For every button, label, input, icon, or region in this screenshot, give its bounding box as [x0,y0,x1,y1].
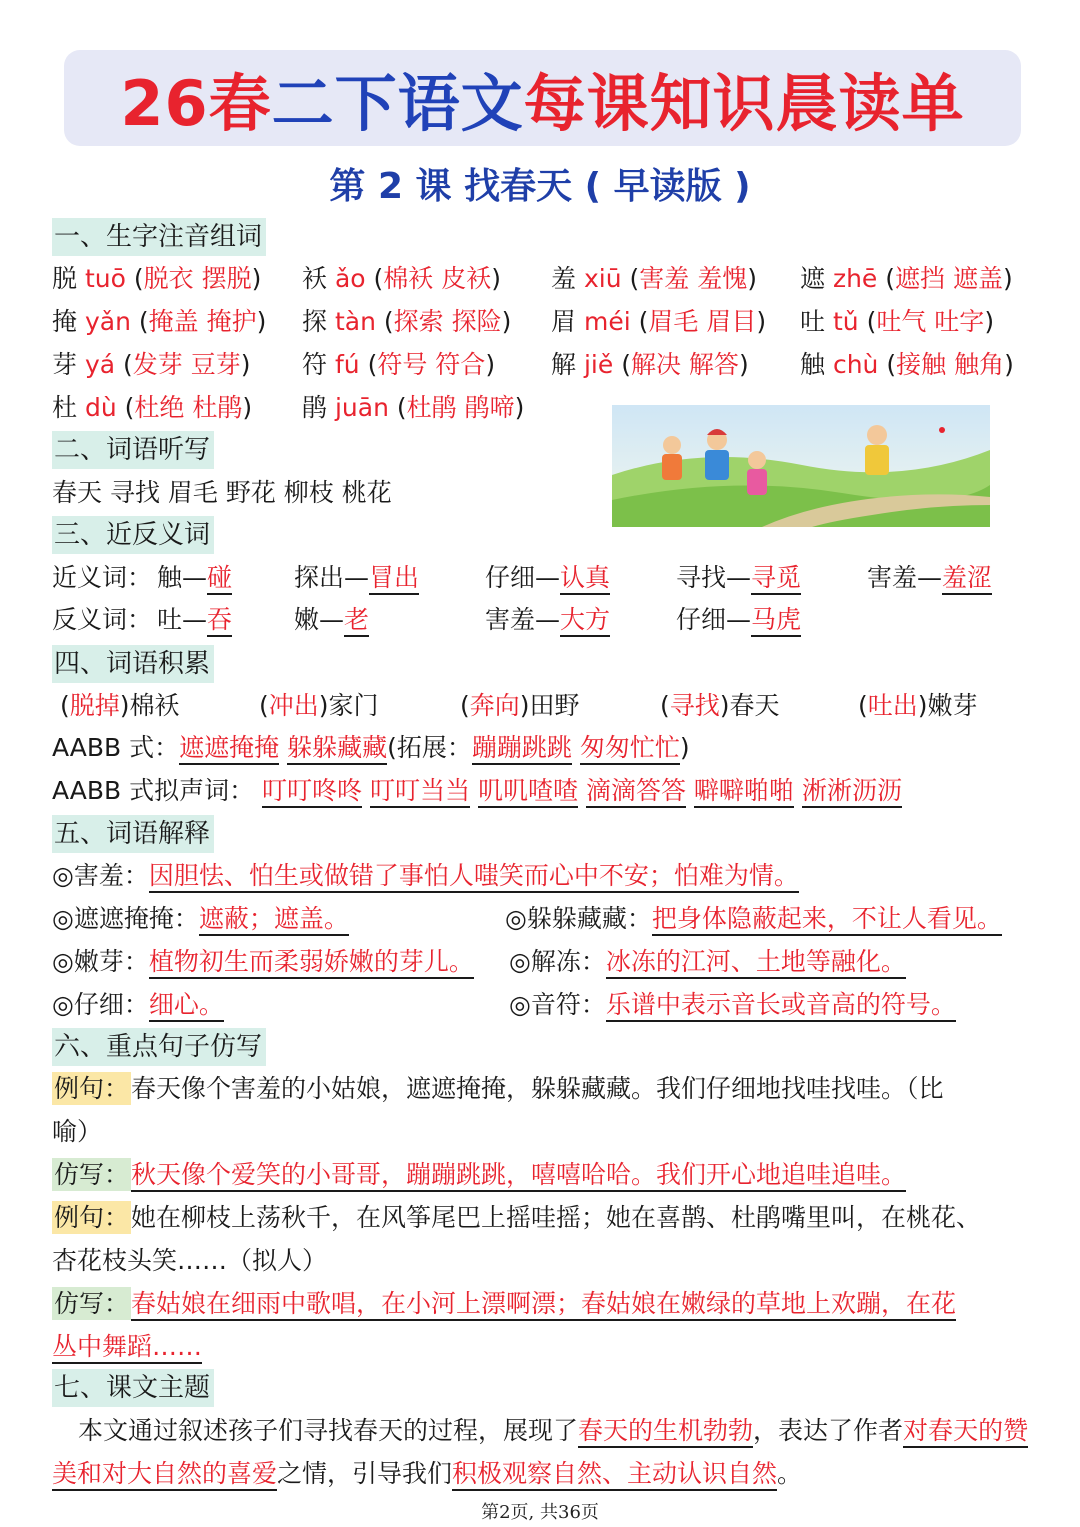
synonym-label: 近义词： [52,563,153,592]
word: 杜鹃 [192,393,243,422]
imitation-text: 丛中舞蹈…… [52,1332,202,1364]
pair-word: 仔细— [485,563,561,592]
title-banner [64,50,1021,146]
example-tag: 例句： [54,1203,130,1232]
antonym-pair [157,603,232,637]
word: 发芽 [132,350,183,379]
pair-word: 害羞— [485,605,561,634]
example-sentence-2 [52,1196,1032,1282]
pinyin: fú [334,350,360,379]
section-heading-1: 一、生字注音组词 [52,218,266,256]
pair-answer: 寻觅 [751,563,801,595]
imitation-tag: 仿写： [54,1160,130,1189]
word: 豆芽 [190,350,241,379]
title-year: 26春 [120,66,272,140]
word: 眉毛 [648,307,699,336]
section-heading-3: 三、近反义词 [52,516,214,554]
word: 接触 [896,350,947,379]
title-grade: 二下语文 [271,66,524,140]
imitation-text: 春姑娘在细雨中歌唱，在小河上漂啊漂；春姑娘在嫩绿的草地上欢蹦，在花 [131,1289,956,1321]
char-entry: 符 fú (符号 符合) [302,350,496,379]
definition [509,988,956,1022]
section-heading-7: 七、课文主题 [52,1369,214,1407]
word: 杜绝 [134,393,185,422]
theme-text: 。 [777,1459,803,1488]
example-tag: 例句： [54,1074,130,1103]
pair-word: 嫩— [294,605,345,634]
antonym-label: 反义词： [52,605,153,634]
char-glyph: 芽 [52,350,78,379]
word: 摆脱 [201,264,252,293]
pair-word: 触— [157,563,208,592]
word: 掩护 [206,307,257,336]
aabb-word: 蹦蹦跳跳 [472,733,572,765]
aabb-label: AABB 式： [52,733,180,762]
example-text: 春天像个害羞的小姑娘，遮遮掩掩，躲躲藏藏。我们仔细地找哇找哇。（比 [131,1074,944,1103]
char-glyph: 遮 [800,264,826,293]
word: 皮袄 [441,264,492,293]
collocation: (冲出)家门 [259,691,379,720]
collocation-word: 嫩芽 [927,691,978,720]
word: 害羞 [639,264,690,293]
synonym-pair [157,561,232,595]
char-entry: 触 chù (接触 触角) [800,350,1014,379]
theme-highlight: 对春 [903,1416,953,1448]
pair-word: 吐— [157,605,208,634]
aabb-close: ) [679,733,690,762]
word: 脱衣 [143,264,194,293]
collocation-fill: 脱掉 [69,691,120,720]
collocation-fill: 寻找 [669,691,720,720]
pinyin: dù [84,393,117,422]
char-entry: 鹃 juān (杜鹃 鹃啼) [302,393,525,422]
definition-term: ◎躲躲藏藏： [505,904,652,933]
definition [52,902,349,936]
pair-word: 探出— [294,563,370,592]
char-glyph: 触 [800,350,826,379]
synonym-pair [485,561,610,595]
pair-answer: 老 [344,605,369,637]
word: 羞愧 [697,264,748,293]
synonym-pair [294,561,419,595]
definition-text: 遮蔽；遮盖。 [199,904,349,936]
theme-highlight: 积极观察自然、主动认识自然 [452,1459,777,1491]
pinyin: tàn [334,307,376,336]
word: 吐气 [876,307,927,336]
pinyin: ǎo [334,264,366,293]
definition-term: ◎遮遮掩掩： [52,904,199,933]
onomatopoeia-word: 叮叮咚咚 [262,776,362,808]
word: 解决 [630,350,681,379]
pinyin: zhē [832,264,878,293]
example-sentence-1 [52,1067,1032,1153]
pair-answer: 羞涩 [942,563,992,595]
char-entry: 杜 dù (杜绝 杜鹃) [52,393,253,422]
char-glyph: 探 [302,307,328,336]
word: 解答 [688,350,739,379]
collocation-word: 田野 [529,691,580,720]
pair-answer: 冒出 [369,563,419,595]
theme-highlight: 天的赞美和对大自然的喜爱 [52,1416,1028,1491]
pair-word: 寻找— [676,563,752,592]
char-glyph: 吐 [800,307,826,336]
char-glyph: 羞 [551,264,577,293]
section-heading-6: 六、重点句子仿写 [52,1028,266,1066]
synonym-pair [867,561,992,595]
example-text: 杏花枝头笑……（拟人） [52,1246,328,1275]
collocation-fill: 冲出 [268,691,319,720]
definition-term: ◎音符： [509,990,606,1019]
pair-answer: 大方 [560,605,610,637]
definition-term: ◎嫩芽： [52,947,149,976]
theme-highlight: 春天的生机勃勃 [578,1416,753,1448]
definition [509,945,906,979]
pinyin: yǎn [84,307,131,336]
antonym-pair [676,603,801,637]
char-glyph: 鹃 [302,393,328,422]
page-footer: 第2页, 共36页 [481,1502,599,1523]
theme-paragraph [52,1409,1032,1495]
collocation-fill: 吐出 [867,691,918,720]
char-glyph: 掩 [52,307,78,336]
word: 吐字 [934,307,985,336]
char-glyph: 杜 [52,393,78,422]
imitation-tag: 仿写： [54,1289,130,1318]
pair-word: 仔细— [676,605,752,634]
antonym-pair [294,603,369,637]
word: 探索 [393,307,444,336]
pair-answer: 认真 [560,563,610,595]
antonym-pair [485,603,610,637]
collocation-word: 棉袄 [129,691,180,720]
aabb-word: 躲躲藏藏 [287,733,387,765]
pinyin: xiū [583,264,622,293]
section-heading-4: 四、词语积累 [52,645,214,683]
definition-text: 把身体隐蔽起来，不让人看见。 [652,904,1002,936]
aabb-sound-label: AABB 式拟声词： [52,776,255,805]
pinyin: tuō [84,264,126,293]
imitation-sentence-2 [52,1282,1032,1368]
aabb-ext-label: (拓展： [387,733,472,762]
definition-text: 因胆怯、怕生或做错了事怕人嗤笑而心中不安；怕难为情。 [149,861,799,893]
char-glyph: 眉 [551,307,577,336]
char-entry: 羞 xiū (害羞 羞愧) [551,264,758,293]
onomatopoeia-word: 叽叽喳喳 [478,776,578,808]
char-glyph: 脱 [52,264,78,293]
pinyin: tǔ [832,307,859,336]
word: 杜鹃 [406,393,457,422]
pinyin: méi [583,307,631,336]
pinyin: yá [84,350,116,379]
word: 探险 [451,307,502,336]
theme-text: 本文通过叙述孩子们寻找春天的过程，展现了 [78,1416,579,1445]
char-entry: 袄 ǎo (棉袄 皮袄) [302,264,502,293]
theme-text: 之情，引导我们 [277,1459,453,1488]
collocation-word: 春天 [729,691,780,720]
pinyin: juān [334,393,389,422]
word: 鹃啼 [464,393,515,422]
pair-word: 害羞— [867,563,943,592]
collocation-word: 家门 [328,691,379,720]
char-glyph: 解 [551,350,577,379]
aabb-word: 匆匆忙忙 [580,733,680,765]
pinyin: chù [832,350,879,379]
dictation-words: 春天 寻找 眉毛 野花 柳枝 桃花 [52,478,392,507]
collocation: (奔向)田野 [460,691,580,720]
aabb-line [52,731,690,765]
char-entry: 脱 tuō (脱衣 摆脱) [52,264,262,293]
word: 遮挡 [895,264,946,293]
onomatopoeia-word: 噼噼啪啪 [694,776,794,808]
definition-term: ◎仔细： [52,990,149,1019]
word: 棉袄 [383,264,434,293]
definition [52,859,799,893]
example-text: 喻） [52,1117,103,1146]
definition-text: 冰冻的江河、土地等融化。 [606,947,906,979]
aabb-sound-line [52,774,902,808]
char-entry: 吐 tǔ (吐气 吐字) [800,307,995,336]
definition-text: 细心。 [149,990,224,1022]
collocation: (吐出)嫩芽 [858,691,978,720]
definition [52,945,474,979]
imitation-text: 秋天像个爱笑的小哥哥，蹦蹦跳跳，嘻嘻哈哈。我们开心地追哇追哇。 [131,1160,906,1192]
collocation: (寻找)春天 [660,691,780,720]
page-title [120,54,964,143]
word: 触角 [954,350,1005,379]
onomatopoeia-word: 滴滴答答 [586,776,686,808]
title-part-grade [120,67,523,140]
pair-answer: 马虎 [751,605,801,637]
imitation-sentence-1 [52,1153,1032,1196]
char-entry: 解 jiě (解决 解答) [551,350,749,379]
definition-text: 乐谱中表示音长或音高的符号。 [606,990,956,1022]
word: 符号 [377,350,428,379]
char-glyph: 符 [302,350,328,379]
pair-answer: 碰 [207,563,232,595]
char-entry: 芽 yá (发芽 豆芽) [52,350,251,379]
char-entry: 掩 yǎn (掩盖 掩护) [52,307,267,336]
word: 遮盖 [953,264,1004,293]
synonym-pair [676,561,801,595]
pinyin: jiě [583,350,614,379]
title-part-name: 每课知识晨读单 [523,66,965,140]
lesson-subtitle: 第 2 课 找春天 ( 早读版 ) [329,166,751,207]
char-glyph: 袄 [302,264,328,293]
definition-term: ◎解冻： [509,947,606,976]
definition [505,902,1002,936]
definition-term: ◎害羞： [52,861,149,890]
word: 掩盖 [148,307,199,336]
collocation: (脱掉)棉袄 [60,691,180,720]
word: 眉目 [706,307,757,336]
children-spring-illustration [612,405,990,527]
char-entry: 遮 zhē (遮挡 遮盖) [800,264,1013,293]
aabb-word: 遮遮掩掩 [179,733,279,765]
definition [52,988,224,1022]
char-entry: 探 tàn (探索 探险) [302,307,512,336]
onomatopoeia-word: 叮叮当当 [370,776,470,808]
collocation-fill: 奔向 [469,691,520,720]
theme-text: ，表达了作者 [753,1416,904,1445]
pair-answer: 吞 [207,605,232,637]
char-entry: 眉 méi (眉毛 眉目) [551,307,767,336]
onomatopoeia-word: 淅淅沥沥 [802,776,902,808]
word: 符合 [435,350,486,379]
section-heading-2: 二、词语听写 [52,431,214,469]
definition-text: 植物初生而柔弱娇嫩的芽儿。 [149,947,474,979]
section-heading-5: 五、词语解释 [52,815,214,853]
example-text: 她在柳枝上荡秋千，在风筝尾巴上摇哇摇；她在喜鹊、杜鹃嘴里叫，在桃花、 [131,1203,982,1232]
